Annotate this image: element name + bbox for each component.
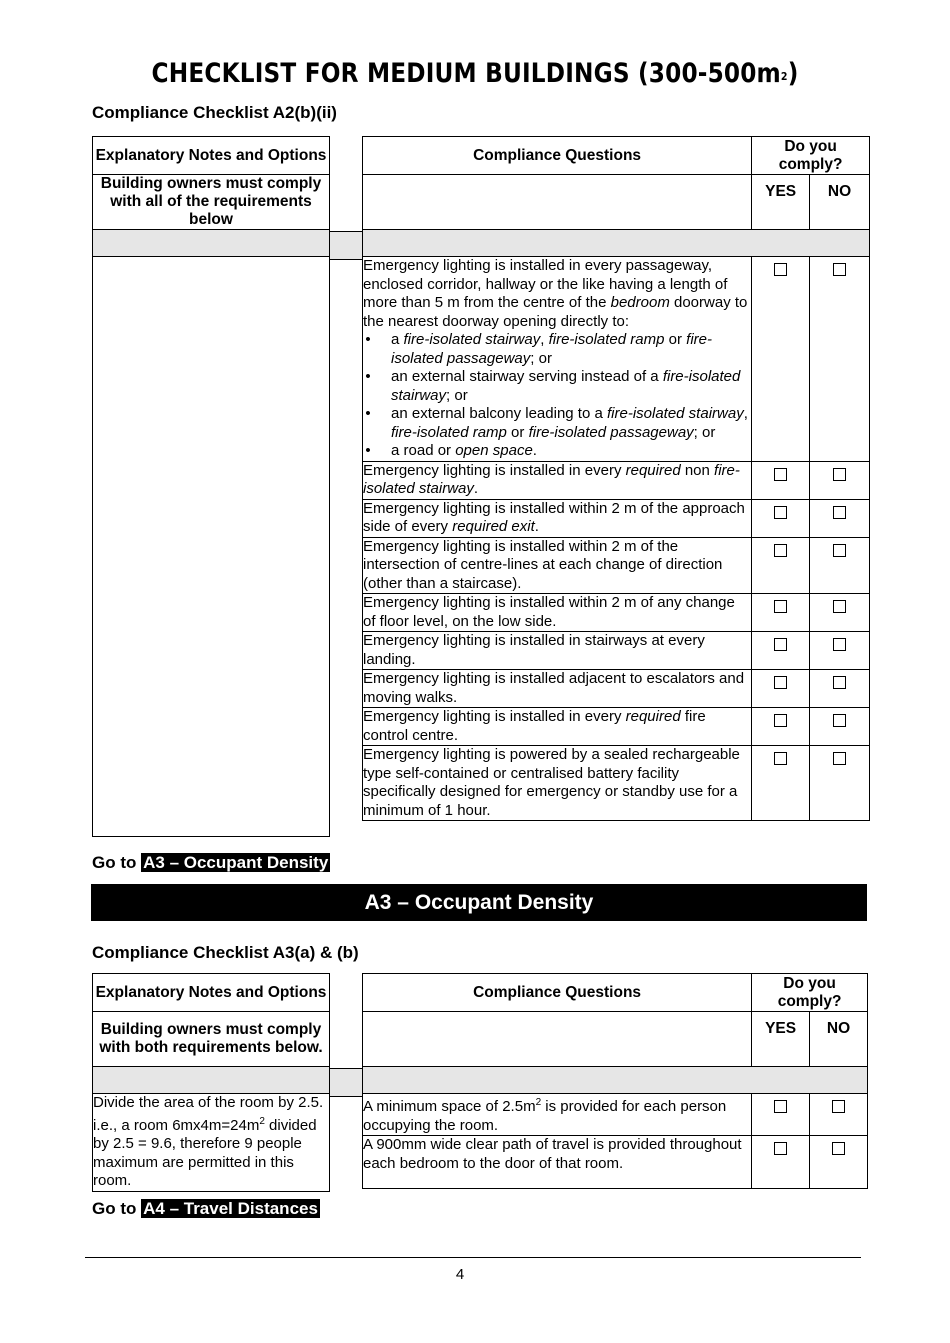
table-row — [363, 1094, 868, 1136]
question-cell: A minimum space of $2.5m^2$ is provided for each person occupying the room. — [363, 1094, 752, 1136]
yes-checkbox[interactable] — [774, 506, 787, 519]
yes-checkbox[interactable] — [774, 468, 787, 481]
table-row — [363, 708, 870, 746]
questions-header: Compliance Questions — [363, 137, 752, 175]
goto-a4: Go to A4 – Travel Distances — [92, 1199, 318, 1218]
section-heading-a3: Compliance Checklist A3(a) & (b) — [92, 943, 359, 962]
table-row — [363, 670, 870, 708]
notes-empty-cell — [93, 257, 330, 837]
no-checkbox[interactable] — [833, 506, 846, 519]
no-checkbox[interactable] — [833, 714, 846, 727]
yes-checkbox[interactable] — [774, 714, 787, 727]
table-row — [363, 499, 870, 537]
section-heading-a2: Compliance Checklist A2(b)(ii) — [92, 103, 337, 122]
occupant-density-note: Divide the area of the room by 2.5. i.e., a room $6mx4m=24m^2$ divided by 2.5 = 9.6, therefore 9 people maximum are permitted in this room. — [93, 1094, 330, 1192]
no-checkbox[interactable] — [833, 752, 846, 765]
list-item: • an external balcony leading to a fire-isolated stairway, fire-isolated ramp or fire-isolated passageway; or — [391, 405, 751, 442]
no-checkbox[interactable] — [832, 1142, 845, 1155]
table-row — [363, 461, 870, 499]
grey-band-spacer — [330, 231, 363, 260]
questions-header: Compliance Questions — [363, 974, 752, 1012]
question-cell: Emergency lighting is installed within 2 m of any change of floor level, on the low side. — [363, 594, 752, 632]
table-row — [363, 594, 870, 632]
no-checkbox[interactable] — [833, 468, 846, 481]
goto-a3-link[interactable]: A3 – Occupant Density — [143, 853, 329, 872]
list-item: • an external stairway serving instead of a fire-isolated stairway; or — [391, 368, 751, 405]
yes-checkbox[interactable] — [774, 638, 787, 651]
grey-band-spacer — [330, 1068, 363, 1097]
yes-header: YES — [752, 175, 810, 230]
question-cell: A 900mm wide clear path of travel is provided throughout each bedroom to the door of that room. — [363, 1136, 752, 1189]
question-cell: Emergency lighting is installed in every required fire control centre. — [363, 708, 752, 746]
page-number: 4 — [455, 1266, 465, 1283]
question-cell: Emergency lighting is installed within 2 m of the intersection of centre-lines at each change of direction (other than a staircase). — [363, 537, 752, 594]
yes-checkbox[interactable] — [774, 752, 787, 765]
notes-header: Explanatory Notes and Options — [93, 974, 330, 1012]
no-checkbox[interactable] — [833, 600, 846, 613]
no-checkbox[interactable] — [833, 638, 846, 651]
owners-requirement: Building owners must comply with both requirements below. — [93, 1012, 330, 1067]
list-item: • a road or open space. — [391, 442, 751, 461]
goto-a4-link[interactable]: A4 – Travel Distances — [143, 1199, 318, 1218]
grey-band — [363, 230, 870, 257]
grey-band — [93, 230, 330, 257]
questions-table-a3 — [362, 973, 868, 1189]
yes-checkbox[interactable] — [774, 544, 787, 557]
spacer-column — [330, 136, 363, 231]
footer-rule — [85, 1257, 861, 1258]
question-cell: Emergency lighting is powered by a sealed rechargeable type self-contained or centralised battery facility specifically designed for emergency or standby use for a minimum of 1 hour. — [363, 746, 752, 821]
question-cell: Emergency lighting is installed in stairways at every landing. — [363, 632, 752, 670]
grey-band — [363, 1067, 868, 1094]
goto-a3: Go to A3 – Occupant Density — [92, 853, 329, 872]
yes-checkbox[interactable] — [774, 263, 787, 276]
grey-band — [93, 1067, 330, 1094]
no-checkbox[interactable] — [832, 1100, 845, 1113]
table-row — [363, 632, 870, 670]
questions-sub-empty — [363, 175, 752, 230]
notes-table-a2 — [92, 136, 330, 837]
yes-checkbox[interactable] — [774, 1142, 787, 1155]
yes-checkbox[interactable] — [774, 600, 787, 613]
comply-header: Do you comply? — [752, 974, 868, 1012]
table-row — [363, 746, 870, 821]
question-cell: Emergency lighting is installed in every required non fire-isolated stairway. — [363, 461, 752, 499]
table-row — [363, 257, 870, 462]
notes-header: Explanatory Notes and Options — [93, 137, 330, 175]
section-banner: A3 – Occupant Density — [91, 884, 867, 921]
table-row — [363, 1136, 868, 1189]
yes-checkbox[interactable] — [774, 676, 787, 689]
no-checkbox[interactable] — [833, 544, 846, 557]
no-header: NO — [810, 1012, 868, 1067]
spacer-column — [330, 973, 363, 1068]
yes-checkbox[interactable] — [774, 1100, 787, 1113]
questions-table-a2 — [362, 136, 870, 821]
no-checkbox[interactable] — [833, 263, 846, 276]
questions-sub-empty — [363, 1012, 752, 1067]
question-cell: Emergency lighting is installed adjacent to escalators and moving walks. — [363, 670, 752, 708]
no-header: NO — [810, 175, 870, 230]
owners-requirement: Building owners must comply with all of the requirements below — [93, 175, 330, 230]
table-row — [363, 537, 870, 594]
list-item: • a fire-isolated stairway, fire-isolated ramp or fire-isolated passageway; or — [391, 331, 751, 368]
yes-header: YES — [752, 1012, 810, 1067]
question-cell: Emergency lighting is installed within 2 m of the approach side of every required exit. — [363, 499, 752, 537]
comply-header: Do you comply? — [752, 137, 870, 175]
notes-table-a3 — [92, 973, 330, 1192]
no-checkbox[interactable] — [833, 676, 846, 689]
page-title: CHECKLIST FOR MEDIUM BUILDINGS $(300-500m^2)$ — [151, 58, 799, 89]
question-cell: Emergency lighting is installed in every passageway, enclosed corridor, hallway or the like having a length of more than 5 m from the centre of the bedroom doorway to the nearest doorway opening directly to: • a fire-isolated stairway, fire-isolated ramp or fire-isolated passageway; or • an external stairway serving instead of a fire-isolated stairway; or • an external balcony leading to a fire-isolated stairway, fire-isolated ramp or fire-isolated passageway; or • a road or open space. — [363, 257, 752, 462]
